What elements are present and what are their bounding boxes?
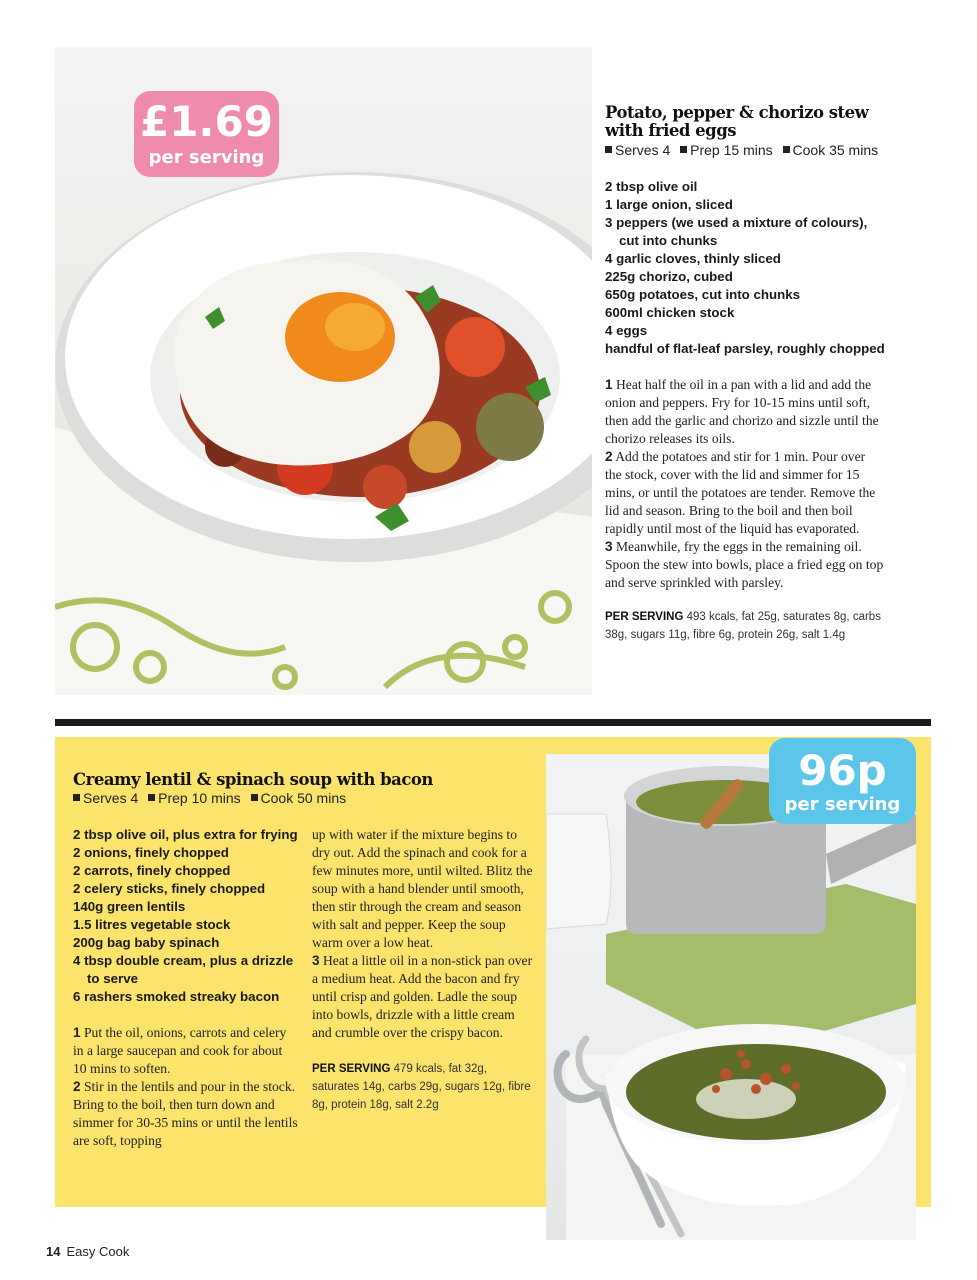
- meta-serves: Serves 4: [615, 142, 671, 158]
- ingredient: 4 tbsp double cream, plus a drizzle to serve: [73, 953, 294, 986]
- method-step: 2 Stir in the lentils and pour in the stock. Bring to the boil, then turn down and simmer for 30-35 mins or until the lentils are soft, topping: [73, 1079, 298, 1148]
- method-step: 2 Add the potatoes and stir for 1 min. Pour over the stock, cover with the lid and simmer for 15 mins, or until the potatoes are tender. Remove the lid and season. Bring to the boil and then boil rapidly until most of the liquid has evaporated.: [605, 449, 876, 536]
- ingredient: handful of flat-leaf parsley, roughly chopped: [605, 341, 885, 356]
- ingredient: 3 peppers (we used a mixture of colours), cut into chunks: [605, 215, 868, 248]
- nutrition-info: [312, 1060, 534, 1114]
- page-footer: [46, 1244, 129, 1259]
- ingredient: 140g green lentils: [73, 899, 186, 914]
- meta-cook: Cook 35 mins: [792, 142, 879, 158]
- recipe-title: [605, 104, 885, 140]
- meta-prep: Prep 10 mins: [158, 790, 241, 806]
- price-amount: 96p: [798, 746, 887, 795]
- ingredient: 650g potatoes, cut into chunks: [605, 287, 801, 302]
- ingredient-list: [73, 826, 298, 1006]
- nutrition-label: PER SERVING: [605, 611, 684, 623]
- stew-recipe-text: [605, 104, 885, 644]
- method: [605, 376, 885, 592]
- ingredient: 200g bag baby spinach: [73, 935, 220, 950]
- section-divider: [55, 719, 931, 726]
- method: [312, 826, 534, 1042]
- nutrition-info: [605, 608, 885, 644]
- ingredient: 2 tbsp olive oil, plus extra for frying: [73, 827, 298, 842]
- soup-photo: [546, 754, 916, 1240]
- ingredient: 2 celery sticks, finely chopped: [73, 881, 266, 896]
- recipe-meta: [605, 142, 885, 158]
- soup-illustration: [546, 754, 916, 1240]
- method-step: 3 Heat a little oil in a non-stick pan over a medium heat. Add the bacon and fry until crisp and golden. Ladle the soup into bowls, drizzle with a little cream and crumble over the crispy bacon.: [312, 953, 533, 1040]
- ingredient: 2 onions, finely chopped: [73, 845, 229, 860]
- ingredient: 4 eggs: [605, 323, 648, 338]
- ingredient: 6 rashers smoked streaky bacon: [73, 989, 280, 1004]
- ingredient: 2 tbsp olive oil: [605, 179, 698, 194]
- recipe-title-line1: Potato, pepper & chorizo stew: [605, 103, 869, 122]
- magazine-name: Easy Cook: [66, 1244, 130, 1259]
- ingredient-list: [605, 178, 885, 358]
- recipe-meta: [73, 790, 393, 806]
- method-step-continued: up with water if the mixture begins to dry out. Add the spinach and cook for a few minutes more, until wilted. Blitz the soup with a hand blender until smooth, then stir through the cream and season with salt and pepper. Keep the soup warm over a low heat.: [312, 827, 533, 950]
- meta-prep: Prep 15 mins: [690, 142, 773, 158]
- method-step: 1 Heat half the oil in a pan with a lid and add the onion and peppers. Fry for 10-15 mins until soft, then add the garlic and chorizo and sizzle until the chorizo releases its oils.: [605, 377, 879, 446]
- meta-serves: Serves 4: [83, 790, 139, 806]
- price-badge-soup: [769, 738, 916, 824]
- nutrition-values: 479 kcals, fat 32g, saturates 14g, carbs 29g, sugars 12g, fibre 8g, protein 18g, salt 2.2g: [312, 1063, 531, 1111]
- price-per-serving: per serving: [784, 794, 901, 815]
- nutrition-label: PER SERVING: [312, 1063, 391, 1075]
- meta-cook: Cook 50 mins: [260, 790, 347, 806]
- method-step: 1 Put the oil, onions, carrots and celery in a large saucepan and cook for about 10 mins to soften.: [73, 1025, 287, 1076]
- page-number: 14: [46, 1244, 61, 1259]
- price-amount: £1.69: [140, 97, 273, 146]
- method: [73, 1024, 298, 1150]
- ingredient: 2 carrots, finely chopped: [73, 863, 231, 878]
- price-per-serving: per serving: [148, 147, 265, 168]
- ingredient: 600ml chicken stock: [605, 305, 735, 320]
- ingredient: 1 large onion, sliced: [605, 197, 733, 212]
- ingredient: 1.5 litres vegetable stock: [73, 917, 231, 932]
- method-step: 3 Meanwhile, fry the eggs in the remaining oil. Spoon the stew into bowls, place a fried egg on top and serve sprinkled with parsley.: [605, 539, 884, 590]
- ingredient: 225g chorizo, cubed: [605, 269, 733, 284]
- ingredient: 4 garlic cloves, thinly sliced: [605, 251, 781, 266]
- nutrition-values: 493 kcals, fat 25g, saturates 8g, carbs 38g, sugars 11g, fibre 6g, protein 26g, salt 1.4g: [605, 611, 881, 641]
- recipe-title-line2: with fried eggs: [605, 121, 737, 140]
- price-badge-stew: [134, 91, 279, 177]
- soup-recipe-text-col2: [312, 826, 534, 1114]
- recipe-title: Creamy lentil & spinach soup with bacon: [73, 770, 433, 789]
